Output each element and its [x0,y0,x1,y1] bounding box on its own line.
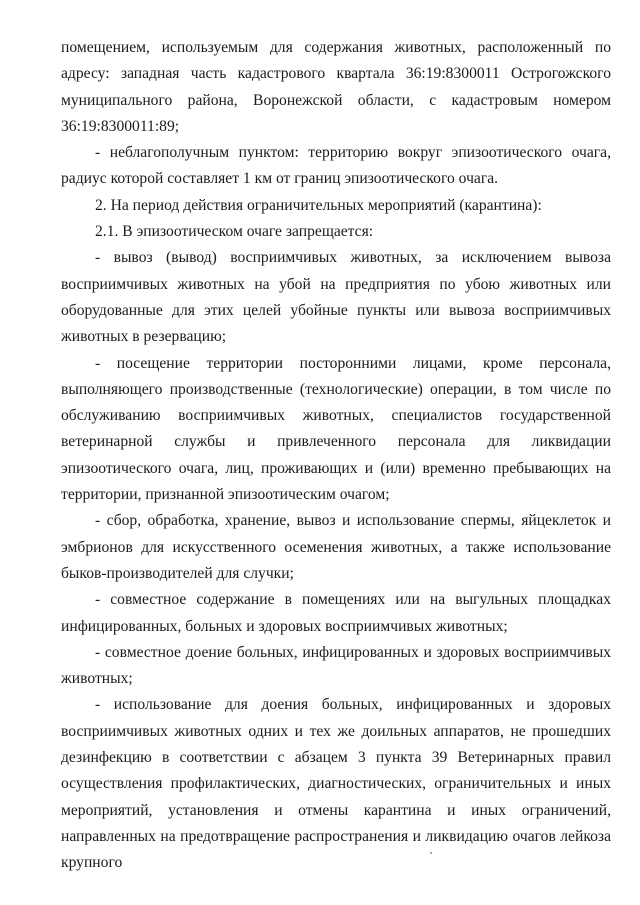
paragraph-ban-milking-equipment: - использование для доения больных, инфицированных и здоровых восприимчивых животных одних и тех же доильных аппаратов, не прошедших дезинфекцию в соответствии с абзацем 3 пункта 39 Ветеринарных правил осуществления профилактических, диагностических, ограничительных и иных мероприятий, установления и отмены карантина и иных ограничений, направленных на предотвращение распространения и ликвидацию очагов лейкоза крупного [61,696,611,872]
scan-speck [430,852,432,854]
paragraph-address: помещением, используемым для содержания животных, расположенный по адресу: западная часть кадастрового квартала 36:19:8300011 Острогожского муниципального района, Воронежской области, с кадастровым номером 36:19:8300011:89; [61,39,611,135]
paragraph-section-2-heading: 2. На период действия ограничительных мероприятий (карантина): [95,196,542,214]
paragraph-ban-joint-milking: - совместное доение больных, инфицированных и здоровых восприимчивых животных; [61,643,611,688]
paragraph-section-2-1-heading: 2.1. В эпизоотическом очаге запрещается: [95,223,374,241]
paragraph-ban-sperm: - сбор, обработка, хранение, вывоз и использование спермы, яйцеклеток и эмбрионов для искусственного осеменения животных, а также использование быков-производителей для случки; [61,512,611,582]
paragraph-ban-joint-keeping: - совместное содержание в помещениях или на выгульных площадках инфицированных, больных и здоровых восприимчивых животных; [61,591,611,635]
paragraph-ban-visits: - посещение территории посторонними лицами, кроме персонала, выполняющего производственные (технологические) операции, в том числе по обслуживанию восприимчивых животных, специалистов государственной ветеринарной службы и привлеченного персонала для ликвидации эпизоотического очага, лиц, проживающих и (или) временно пребывающих на территории, признанной эпизоотическим очагом; [61,354,611,504]
document-body [61,35,611,877]
paragraph-unfavorable-point: - неблагополучным пунктом: территорию вокруг эпизоотического очага, радиус которой составляет 1 км от границ эпизоотического очага. [61,144,611,188]
paragraph-ban-removal: - вывоз (вывод) восприимчивых животных, за исключением вывоза восприимчивых животных на убой на предприятия по убою животных или оборудованные для этих целей убойные пункты или вывоза восприимчивых животных в резервацию; [61,249,611,346]
